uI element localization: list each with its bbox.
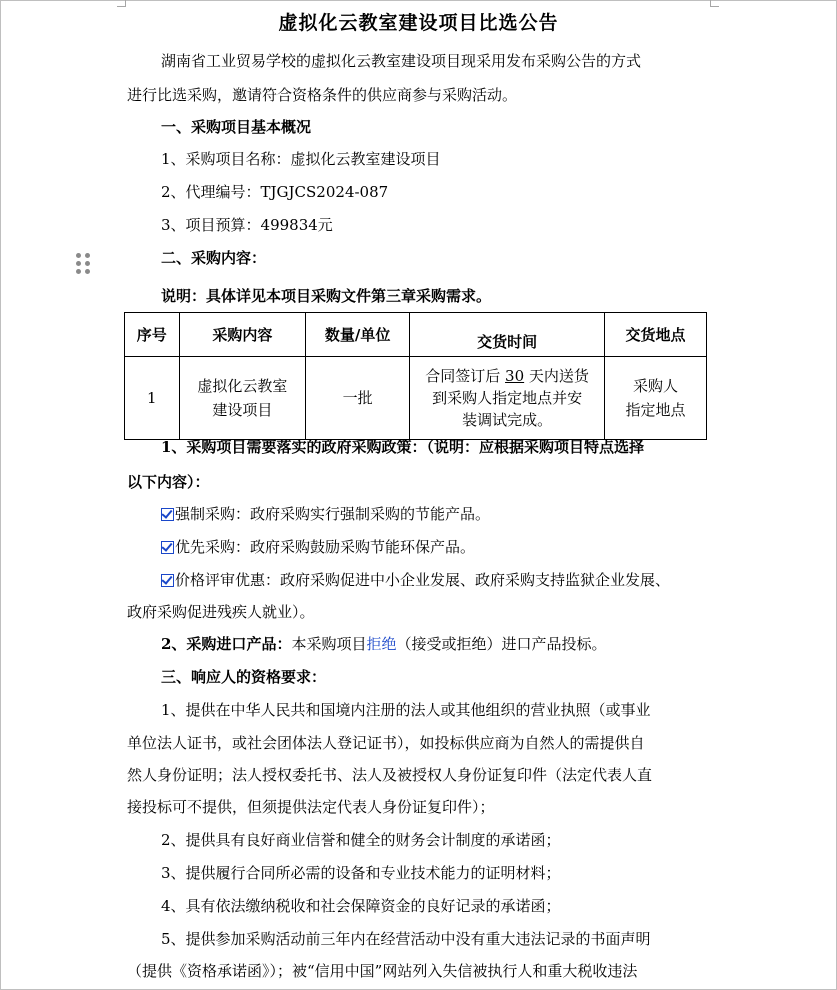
procurement-table	[124, 312, 707, 440]
requirement-line: （提供《资格承诺函》）；被“信用中国”网站列入失信被执行人和重大税收违法	[127, 962, 638, 980]
policy-heading: 1、采购项目需要落实的政府采购政策：（说明：应根据采购项目特点选择	[161, 438, 644, 456]
table-header: 序号	[125, 313, 180, 357]
project-budget: 3、项目预算：499834元	[161, 216, 333, 234]
section-heading: 三、响应人的资格要求：	[161, 668, 327, 686]
policy-option: 优先采购：政府采购鼓励采购节能环保产品。	[161, 537, 475, 557]
table-cell-qty: 一批	[306, 357, 410, 440]
requirement-line: 然人身份证明；法人授权委托书、法人及被授权人身份证复印件（法定代表人直	[127, 766, 653, 784]
requirement-line: 单位法人证书，或社会团体法人登记证书），如投标供应商为自然人的需提供自	[127, 734, 645, 752]
policy-option: 强制采购：政府采购实行强制采购的节能产品。	[161, 504, 490, 524]
table-note: 说明：具体详见本项目采购文件第三章采购需求。	[161, 287, 492, 305]
table-header: 交货地点	[605, 313, 707, 357]
intro-line: 进行比选采购，邀请符合资格条件的供应商参与采购活动。	[127, 86, 518, 104]
policy-option: 价格评审优惠：政府采购促进中小企业发展、政府采购支持监狱企业发展、	[161, 570, 670, 590]
table-cell-time: 合同签订后 30 天内送货 到采购人指定地点并安 装调试完成。	[410, 357, 605, 440]
requirement-line: 4、具有依法缴纳税收和社会保障资金的良好记录的承诺函；	[161, 897, 561, 915]
table-row	[125, 357, 707, 440]
import-choice[interactable]: 拒绝	[366, 635, 397, 653]
policy-heading: 以下内容）：	[127, 473, 210, 491]
requirement-line: 1、提供在中华人民共和国境内注册的法人或其他组织的营业执照（或事业	[161, 701, 651, 719]
checkbox-checked-icon[interactable]	[161, 508, 174, 521]
requirement-line: 2、提供具有良好商业信誉和健全的财务会计制度的承诺函；	[161, 831, 561, 849]
section-heading: 一、采购项目基本概况	[161, 118, 312, 136]
drag-handle-icon[interactable]	[76, 253, 90, 273]
page-title: 虚拟化云教室建设项目比选公告	[278, 12, 559, 34]
import-policy: 2、采购进口产品：本采购项目拒绝（接受或拒绝）进口产品投标。	[161, 635, 607, 653]
table-header: 数量/单位	[306, 313, 410, 357]
policy-option-cont: 政府采购促进残疾人就业）。	[127, 603, 315, 621]
requirement-line: 接投标可不提供，但须提供法定代表人身份证复印件）；	[127, 798, 495, 816]
checkbox-checked-icon[interactable]	[161, 574, 174, 587]
agency-code: 2、代理编号：TJGJCS2024-087	[161, 183, 389, 201]
table-header: 交货时间	[410, 313, 605, 357]
table-cell-place: 采购人 指定地点	[605, 357, 707, 440]
margin-corner-mark	[710, 0, 719, 7]
checkbox-checked-icon[interactable]	[161, 541, 174, 554]
project-name: 1、采购项目名称：虚拟化云教室建设项目	[161, 150, 441, 168]
table-header-row	[125, 313, 707, 357]
table-header: 采购内容	[179, 313, 306, 357]
requirement-line: 3、提供履行合同所必需的设备和专业技术能力的证明材料；	[161, 864, 561, 882]
table-cell-no: 1	[125, 357, 180, 440]
intro-line: 湖南省工业贸易学校的虚拟化云教室建设项目现采用发布采购公告的方式	[161, 52, 642, 70]
table-cell-content: 虚拟化云教室 建设项目	[179, 357, 306, 440]
margin-corner-mark	[117, 0, 126, 7]
requirement-line: 5、提供参加采购活动前三年内在经营活动中没有重大违法记录的书面声明	[161, 930, 651, 948]
section-heading: 二、采购内容：	[161, 249, 267, 267]
